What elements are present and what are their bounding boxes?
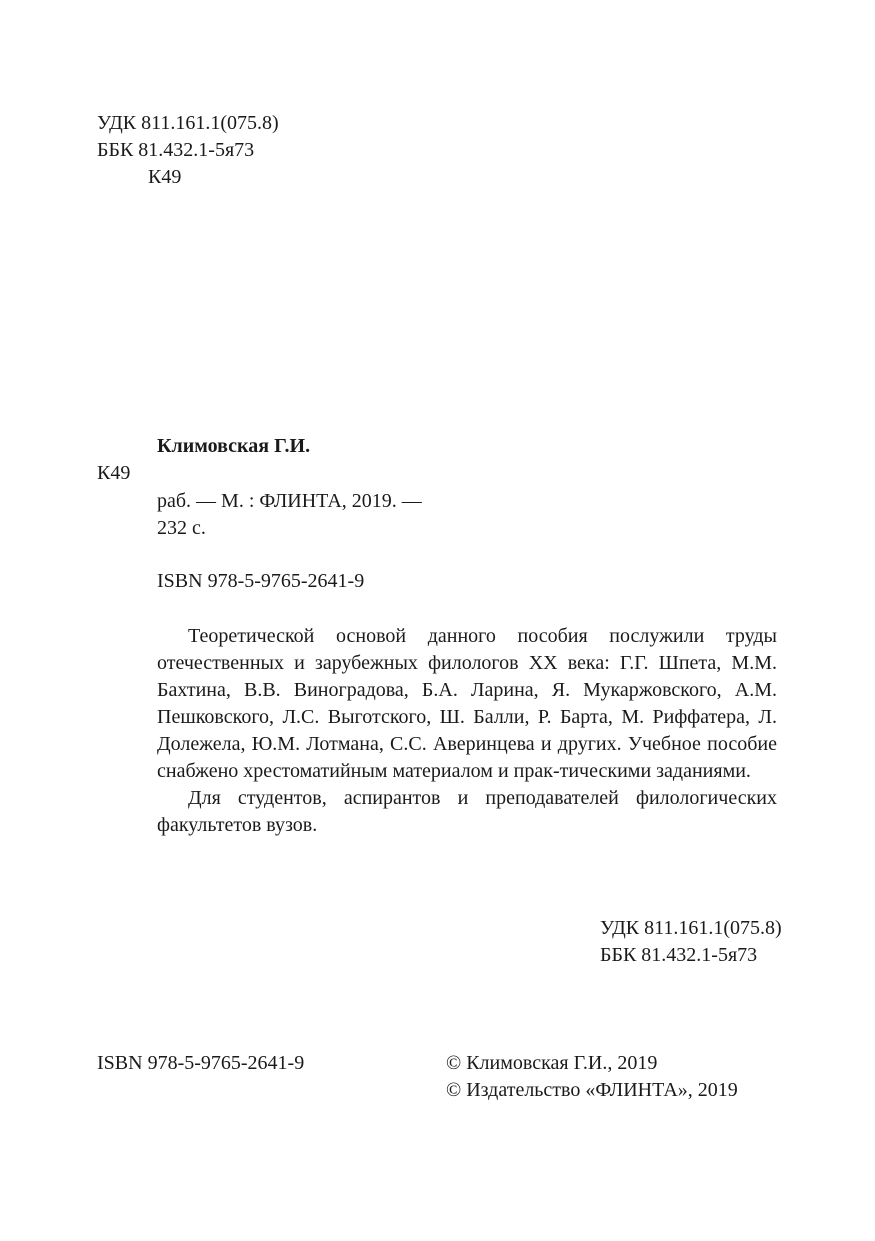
isbn-record: ISBN 978-5-9765-2641-9 bbox=[157, 570, 365, 592]
author-mark-side: К49 bbox=[97, 462, 131, 484]
copyright-publisher: © Издательство «ФЛИНТА», 2019 bbox=[446, 1079, 738, 1101]
bbk-code-top: ББК 81.432.1-5я73 bbox=[97, 139, 255, 161]
copyright-author: © Климовская Г.И., 2019 bbox=[446, 1052, 658, 1074]
isbn-footer: ISBN 978-5-9765-2641-9 bbox=[97, 1052, 305, 1074]
author-name: Климовская Г.И. bbox=[157, 435, 311, 457]
udk-code-right: УДК 811.161.1(075.8) bbox=[600, 917, 782, 939]
udk-code-top: УДК 811.161.1(075.8) bbox=[97, 112, 279, 134]
annotation bbox=[157, 623, 777, 839]
bbk-code-right: ББК 81.432.1-5я73 bbox=[600, 944, 758, 966]
annotation-paragraph-2: Для студентов, аспирантов и преподавателей филологических факультетов вузов. bbox=[157, 787, 777, 836]
bibliographic-line: раб. — М. : ФЛИНТА, 2019. — bbox=[157, 490, 422, 512]
page-count: 232 с. bbox=[157, 517, 206, 539]
annotation-paragraph-1: Теоретической основой данного пособия послужили труды отечественных и зарубежных филологов XX века: Г.Г. Шпета, М.М. Бахтина, В.В. Виноградова, Б.А. Ларина, Я. Мукаржовского, А.М. Пешковского, Л.С. Выготского, Ш. Балли, Р. Барта, М. Риффатера, Л. Долежела, Ю.М. Лотмана, С.С. Аверинцева и других. Учебное пособие снабжено хрестоматийным материалом и прак-тическими заданиями. bbox=[157, 625, 777, 782]
author-mark-top: К49 bbox=[148, 166, 182, 188]
